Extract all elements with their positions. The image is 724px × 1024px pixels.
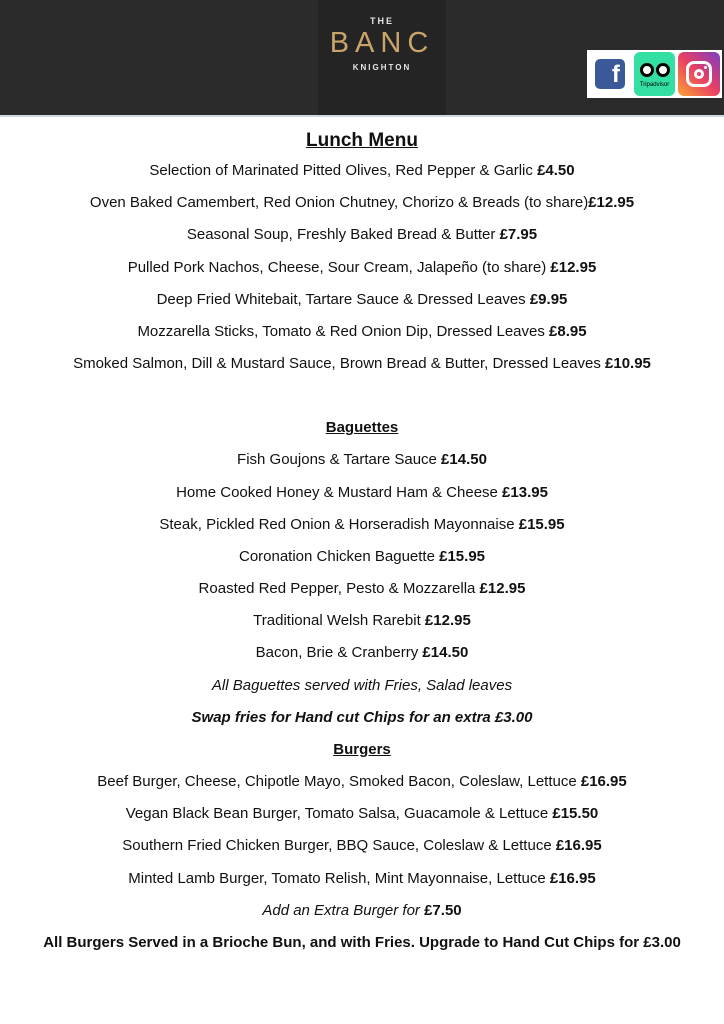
menu-item-price: £16.95 (549, 869, 596, 887)
menu-item-name: Pulled Pork Nachos, Cheese, Sour Cream, Jalapeño (to share) (127, 258, 551, 276)
menu-item-name: Minted Lamb Burger, Tomato Relish, Mint Mayonnaise, Lettuce (128, 869, 550, 887)
page-header (0, 0, 724, 115)
menu-item-name: Fish Goujons & Tartare Sauce (237, 451, 442, 469)
burgers-heading: Burgers (333, 741, 391, 758)
extra-burger-label: Add an Extra Burger for (262, 901, 425, 919)
facebook-glyph: f (595, 59, 625, 89)
baguettes-list (0, 444, 724, 669)
menu-item-name: Seasonal Soup, Freshly Baked Bread & Butter (186, 226, 500, 244)
starter-item (0, 187, 724, 219)
section-spacer (0, 380, 724, 412)
menu-item-price: £7.95 (499, 226, 538, 244)
baguette-item (0, 541, 724, 573)
menu-item-price: £9.95 (529, 290, 568, 308)
burger-item (0, 766, 724, 798)
menu-item-name: Steak, Pickled Red Onion & Horseradish Mayonnaise (159, 515, 519, 533)
baguette-item (0, 509, 724, 541)
menu-item-price: £12.95 (479, 580, 526, 598)
menu-item-name: Deep Fried Whitebait, Tartare Sauce & Dressed Leaves (156, 290, 530, 308)
starter-item (0, 219, 724, 251)
burger-item (0, 830, 724, 862)
instagram-icon[interactable] (678, 52, 720, 96)
logo-main-text: BANC (329, 27, 435, 59)
starter-item (0, 155, 724, 187)
menu-item-name: Coronation Chicken Baguette (238, 547, 440, 565)
logo (318, 0, 446, 115)
menu-item-name: Traditional Welsh Rarebit (253, 612, 425, 630)
starter-item (0, 348, 724, 380)
tripadvisor-label: Tripadvisor (639, 81, 670, 88)
menu-item-name: Beef Burger, Cheese, Chipotle Mayo, Smoked Bacon, Coleslaw, Lettuce (97, 773, 581, 790)
starter-item (0, 284, 724, 316)
menu-item-price: £15.50 (552, 805, 599, 823)
burgers-list (0, 766, 724, 895)
menu-item-price: £15.95 (439, 547, 486, 565)
menu-item-name: Southern Fried Chicken Burger, BBQ Sauce, Coleslaw & Lettuce (122, 837, 556, 855)
burgers-footer-note: All Burgers Served in a Brioche Bun, and with Fries. Upgrade to Hand Cut Chips for £3.00 (43, 933, 681, 951)
menu-item-price: £14.50 (422, 644, 469, 662)
menu-item-name: Selection of Marinated Pitted Olives, Red Pepper & Garlic (149, 162, 538, 179)
starters-list (0, 155, 724, 380)
burger-item (0, 798, 724, 830)
burger-item (0, 863, 724, 895)
starter-item (0, 252, 724, 284)
menu-item-price: £12.95 (588, 194, 635, 212)
baguette-item (0, 573, 724, 605)
menu-item-price: £13.95 (502, 483, 548, 501)
menu-item-name: Mozzarella Sticks, Tomato & Red Onion Dip, Dressed Leaves (137, 322, 550, 340)
baguettes-upgrade-note: Swap fries for Hand cut Chips for an extra £3.00 (191, 708, 533, 726)
extra-burger-line (0, 895, 724, 927)
menu-item-price: £16.95 (555, 837, 602, 855)
menu-title: Lunch Menu (306, 130, 418, 151)
menu-item-name: Smoked Salmon, Dill & Mustard Sauce, Brown Bread & Butter, Dressed Leaves (73, 355, 606, 373)
menu-item-price: £10.95 (605, 355, 651, 373)
starter-item (0, 316, 724, 348)
extra-burger-price: £7.50 (424, 901, 462, 919)
baguette-item (0, 444, 724, 476)
menu-item-price: £16.95 (580, 773, 627, 790)
social-links (587, 50, 722, 98)
baguette-item (0, 605, 724, 637)
menu-item-price: £4.50 (537, 162, 575, 179)
baguette-item (0, 477, 724, 509)
header-divider (0, 115, 724, 117)
menu-item-name: Oven Baked Camembert, Red Onion Chutney, Chorizo & Breads (to share) (89, 194, 589, 212)
menu-item-price: £12.95 (424, 612, 471, 630)
menu-item-price: £8.95 (549, 322, 587, 340)
logo-top-text: THE (370, 16, 394, 26)
menu-item-price: £14.50 (441, 451, 487, 469)
baguette-item (0, 637, 724, 669)
facebook-icon[interactable] (589, 52, 631, 96)
baguettes-heading: Baguettes (325, 419, 399, 437)
menu-item-price: £12.95 (550, 258, 597, 276)
menu-item-name: Home Cooked Honey & Mustard Ham & Cheese (176, 483, 503, 501)
tripadvisor-icon[interactable] (634, 52, 676, 96)
baguettes-note: All Baguettes served with Fries, Salad leaves (211, 676, 513, 694)
instagram-camera-icon (686, 61, 712, 87)
menu-item-name: Vegan Black Bean Burger, Tomato Salsa, Guacamole & Lettuce (125, 805, 553, 823)
menu-item-name: Roasted Red Pepper, Pesto & Mozzarella (198, 580, 480, 598)
menu-item-name: Bacon, Brie & Cranberry (255, 644, 423, 662)
logo-bottom-text: KNIGHTON (352, 63, 412, 72)
menu-item-price: £15.95 (518, 515, 565, 533)
menu-body (0, 127, 724, 959)
tripadvisor-owl-icon (638, 61, 672, 79)
